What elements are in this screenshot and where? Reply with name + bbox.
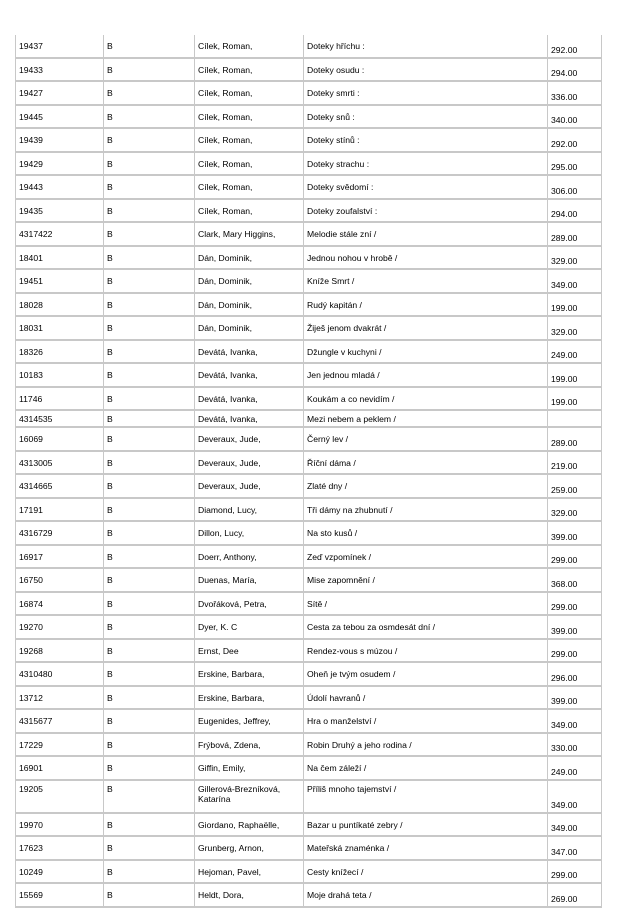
book-title: Doteky zoufalství : — [303, 200, 547, 224]
author: Dyer, K. C — [194, 616, 303, 640]
book-title: Mise zapomnění / — [303, 569, 547, 593]
book-title: Cesta za tebou za osmdesát dní / — [303, 616, 547, 640]
item-id: 4314535 — [15, 411, 103, 428]
author: Cílek, Roman, — [194, 35, 303, 59]
author: Diamond, Lucy, — [194, 499, 303, 523]
book-title: Moje drahá teta / — [303, 884, 547, 908]
author: Duenas, María, — [194, 569, 303, 593]
price: 199.00 — [547, 364, 601, 388]
category: B — [103, 411, 194, 428]
author: Doerr, Anthony, — [194, 546, 303, 570]
category: B — [103, 546, 194, 570]
item-id: 4310480 — [15, 663, 103, 687]
item-id: 19445 — [15, 106, 103, 130]
price: 289.00 — [547, 428, 601, 452]
category: B — [103, 687, 194, 711]
book-title: Doteky smrti : — [303, 82, 547, 106]
author: Devátá, Ivanka, — [194, 364, 303, 388]
author: Cílek, Roman, — [194, 200, 303, 224]
category: B — [103, 428, 194, 452]
price: 399.00 — [547, 616, 601, 640]
table-row — [15, 546, 601, 570]
category: B — [103, 35, 194, 59]
table-row — [15, 499, 601, 523]
price: 292.00 — [547, 35, 601, 59]
item-id: 4317422 — [15, 223, 103, 247]
table-row — [15, 616, 601, 640]
author: Deveraux, Jude, — [194, 475, 303, 499]
category: B — [103, 270, 194, 294]
book-title: Koukám a co nevidím / — [303, 388, 547, 412]
category: B — [103, 82, 194, 106]
table-row — [15, 687, 601, 711]
book-title: Černý lev / — [303, 428, 547, 452]
table-row — [15, 200, 601, 224]
category: B — [103, 593, 194, 617]
category: B — [103, 223, 194, 247]
item-id: 4313005 — [15, 452, 103, 476]
author: Erskine, Barbara, — [194, 687, 303, 711]
price: 349.00 — [547, 781, 601, 814]
book-title: Zeď vzpomínek / — [303, 546, 547, 570]
price: 299.00 — [547, 640, 601, 664]
price: 329.00 — [547, 247, 601, 271]
item-id: 19268 — [15, 640, 103, 664]
table-row — [15, 837, 601, 861]
book-title: Cesty knížecí / — [303, 861, 547, 885]
table-row — [15, 569, 601, 593]
item-id: 19435 — [15, 200, 103, 224]
category: B — [103, 176, 194, 200]
author: Ernst, Dee — [194, 640, 303, 664]
item-id: 19433 — [15, 59, 103, 83]
book-title: Zlaté dny / — [303, 475, 547, 499]
category: B — [103, 734, 194, 758]
table-row — [15, 593, 601, 617]
author: Dán, Dominik, — [194, 247, 303, 271]
item-id: 16069 — [15, 428, 103, 452]
table-row — [15, 428, 601, 452]
item-id: 4316729 — [15, 522, 103, 546]
item-id: 18031 — [15, 317, 103, 341]
book-title: Rendez-vous s múzou / — [303, 640, 547, 664]
price: 249.00 — [547, 341, 601, 365]
category: B — [103, 200, 194, 224]
book-title: Doteky stínů : — [303, 129, 547, 153]
table-row — [15, 781, 601, 814]
price: 294.00 — [547, 200, 601, 224]
author: Hejoman, Pavel, — [194, 861, 303, 885]
price: 336.00 — [547, 82, 601, 106]
catalog-rows — [15, 35, 601, 908]
catalog-table — [15, 35, 602, 908]
item-id: 16750 — [15, 569, 103, 593]
table-row — [15, 475, 601, 499]
book-title: Na sto kusů / — [303, 522, 547, 546]
price: 329.00 — [547, 499, 601, 523]
price — [547, 411, 601, 428]
book-title: Hra o manželství / — [303, 710, 547, 734]
author: Grunberg, Arnon, — [194, 837, 303, 861]
category: B — [103, 861, 194, 885]
price: 306.00 — [547, 176, 601, 200]
category: B — [103, 452, 194, 476]
author: Cílek, Roman, — [194, 176, 303, 200]
table-row — [15, 734, 601, 758]
book-title: Mateřská znaménka / — [303, 837, 547, 861]
table-row — [15, 317, 601, 341]
author: Cílek, Roman, — [194, 82, 303, 106]
category: B — [103, 341, 194, 365]
category: B — [103, 757, 194, 781]
item-id: 18326 — [15, 341, 103, 365]
price: 349.00 — [547, 814, 601, 838]
table-row — [15, 522, 601, 546]
category: B — [103, 837, 194, 861]
book-title: Kníže Smrt / — [303, 270, 547, 294]
table-row — [15, 861, 601, 885]
item-id: 17623 — [15, 837, 103, 861]
table-row — [15, 452, 601, 476]
author: Clark, Mary Higgins, — [194, 223, 303, 247]
price: 329.00 — [547, 317, 601, 341]
item-id: 19443 — [15, 176, 103, 200]
book-title: Melodie stále zní / — [303, 223, 547, 247]
price: 349.00 — [547, 710, 601, 734]
book-title: Příliš mnoho tajemství / — [303, 781, 547, 814]
item-id: 13712 — [15, 687, 103, 711]
category: B — [103, 499, 194, 523]
book-title: Doteky svědomí : — [303, 176, 547, 200]
item-id: 17229 — [15, 734, 103, 758]
table-row — [15, 294, 601, 318]
author: Devátá, Ivanka, — [194, 341, 303, 365]
category: B — [103, 153, 194, 177]
price: 269.00 — [547, 884, 601, 908]
table-row — [15, 129, 601, 153]
price: 347.00 — [547, 837, 601, 861]
table-row — [15, 640, 601, 664]
book-title: Žiješ jenom dvakrát / — [303, 317, 547, 341]
table-row — [15, 270, 601, 294]
author: Devátá, Ivanka, — [194, 388, 303, 412]
author: Dillon, Lucy, — [194, 522, 303, 546]
table-row — [15, 35, 601, 59]
price: 249.00 — [547, 757, 601, 781]
item-id: 19439 — [15, 129, 103, 153]
price: 340.00 — [547, 106, 601, 130]
item-id: 16874 — [15, 593, 103, 617]
item-id: 19205 — [15, 781, 103, 814]
category: B — [103, 710, 194, 734]
category: B — [103, 522, 194, 546]
item-id: 10249 — [15, 861, 103, 885]
table-row — [15, 757, 601, 781]
book-title: Rudý kapitán / — [303, 294, 547, 318]
table-row — [15, 710, 601, 734]
table-row — [15, 884, 601, 908]
category: B — [103, 364, 194, 388]
table-row — [15, 176, 601, 200]
table-row — [15, 82, 601, 106]
book-title: Doteky strachu : — [303, 153, 547, 177]
book-title: Na čem záleží / — [303, 757, 547, 781]
book-title: Doteky snů : — [303, 106, 547, 130]
book-title: Jednou nohou v hrobě / — [303, 247, 547, 271]
category: B — [103, 616, 194, 640]
table-row — [15, 247, 601, 271]
author: Devátá, Ivanka, — [194, 411, 303, 428]
table-row — [15, 814, 601, 838]
category: B — [103, 106, 194, 130]
author: Giffin, Emily, — [194, 757, 303, 781]
author: Heldt, Dora, — [194, 884, 303, 908]
item-id: 4314665 — [15, 475, 103, 499]
book-title: Doteky osudu : — [303, 59, 547, 83]
item-id: 18028 — [15, 294, 103, 318]
author: Erskine, Barbara, — [194, 663, 303, 687]
table-row — [15, 223, 601, 247]
item-id: 19970 — [15, 814, 103, 838]
price: 295.00 — [547, 153, 601, 177]
book-title: Sítě / — [303, 593, 547, 617]
category: B — [103, 59, 194, 83]
author: Dán, Dominik, — [194, 317, 303, 341]
price: 289.00 — [547, 223, 601, 247]
category: B — [103, 294, 194, 318]
category: B — [103, 663, 194, 687]
author: Eugenides, Jeffrey, — [194, 710, 303, 734]
book-title: Džungle v kuchyni / — [303, 341, 547, 365]
item-id: 19437 — [15, 35, 103, 59]
item-id: 4315677 — [15, 710, 103, 734]
table-row — [15, 663, 601, 687]
book-title: Oheň je tvým osudem / — [303, 663, 547, 687]
author: Dvořáková, Petra, — [194, 593, 303, 617]
price: 299.00 — [547, 593, 601, 617]
item-id: 16901 — [15, 757, 103, 781]
author: Deveraux, Jude, — [194, 428, 303, 452]
table-row — [15, 106, 601, 130]
item-id: 19270 — [15, 616, 103, 640]
table-row — [15, 153, 601, 177]
table-row — [15, 364, 601, 388]
book-title: Tři dámy na zhubnutí / — [303, 499, 547, 523]
category: B — [103, 475, 194, 499]
author: Giordano, Raphaëlle, — [194, 814, 303, 838]
author: Cílek, Roman, — [194, 59, 303, 83]
table-row — [15, 388, 601, 412]
item-id: 10183 — [15, 364, 103, 388]
book-title: Mezi nebem a peklem / — [303, 411, 547, 428]
table-row — [15, 59, 601, 83]
item-id: 15569 — [15, 884, 103, 908]
category: B — [103, 814, 194, 838]
item-id: 19451 — [15, 270, 103, 294]
item-id: 16917 — [15, 546, 103, 570]
price: 349.00 — [547, 270, 601, 294]
item-id: 18401 — [15, 247, 103, 271]
book-title: Jen jednou mladá / — [303, 364, 547, 388]
price: 368.00 — [547, 569, 601, 593]
item-id: 19429 — [15, 153, 103, 177]
author: Cílek, Roman, — [194, 129, 303, 153]
price: 199.00 — [547, 294, 601, 318]
author: Dán, Dominik, — [194, 294, 303, 318]
book-title: Říční dáma / — [303, 452, 547, 476]
category: B — [103, 884, 194, 908]
author: Gillerová-Brezníková, Katarína — [194, 781, 303, 814]
category: B — [103, 569, 194, 593]
item-id: 19427 — [15, 82, 103, 106]
category: B — [103, 247, 194, 271]
price: 296.00 — [547, 663, 601, 687]
book-title: Robin Druhý a jeho rodina / — [303, 734, 547, 758]
price: 399.00 — [547, 687, 601, 711]
price: 292.00 — [547, 129, 601, 153]
book-title: Údolí havranů / — [303, 687, 547, 711]
category: B — [103, 781, 194, 814]
price: 219.00 — [547, 452, 601, 476]
price: 299.00 — [547, 546, 601, 570]
table-row — [15, 341, 601, 365]
price: 259.00 — [547, 475, 601, 499]
price: 330.00 — [547, 734, 601, 758]
book-title: Doteky hříchu : — [303, 35, 547, 59]
book-title: Bazar u puntíkaté zebry / — [303, 814, 547, 838]
category: B — [103, 388, 194, 412]
item-id: 17191 — [15, 499, 103, 523]
price: 199.00 — [547, 388, 601, 412]
author: Cílek, Roman, — [194, 153, 303, 177]
price: 299.00 — [547, 861, 601, 885]
price: 294.00 — [547, 59, 601, 83]
table-row — [15, 411, 601, 428]
author: Dán, Dominik, — [194, 270, 303, 294]
category: B — [103, 317, 194, 341]
author: Frýbová, Zdena, — [194, 734, 303, 758]
author: Cílek, Roman, — [194, 106, 303, 130]
category: B — [103, 640, 194, 664]
category: B — [103, 129, 194, 153]
author: Deveraux, Jude, — [194, 452, 303, 476]
price: 399.00 — [547, 522, 601, 546]
item-id: 11746 — [15, 388, 103, 412]
